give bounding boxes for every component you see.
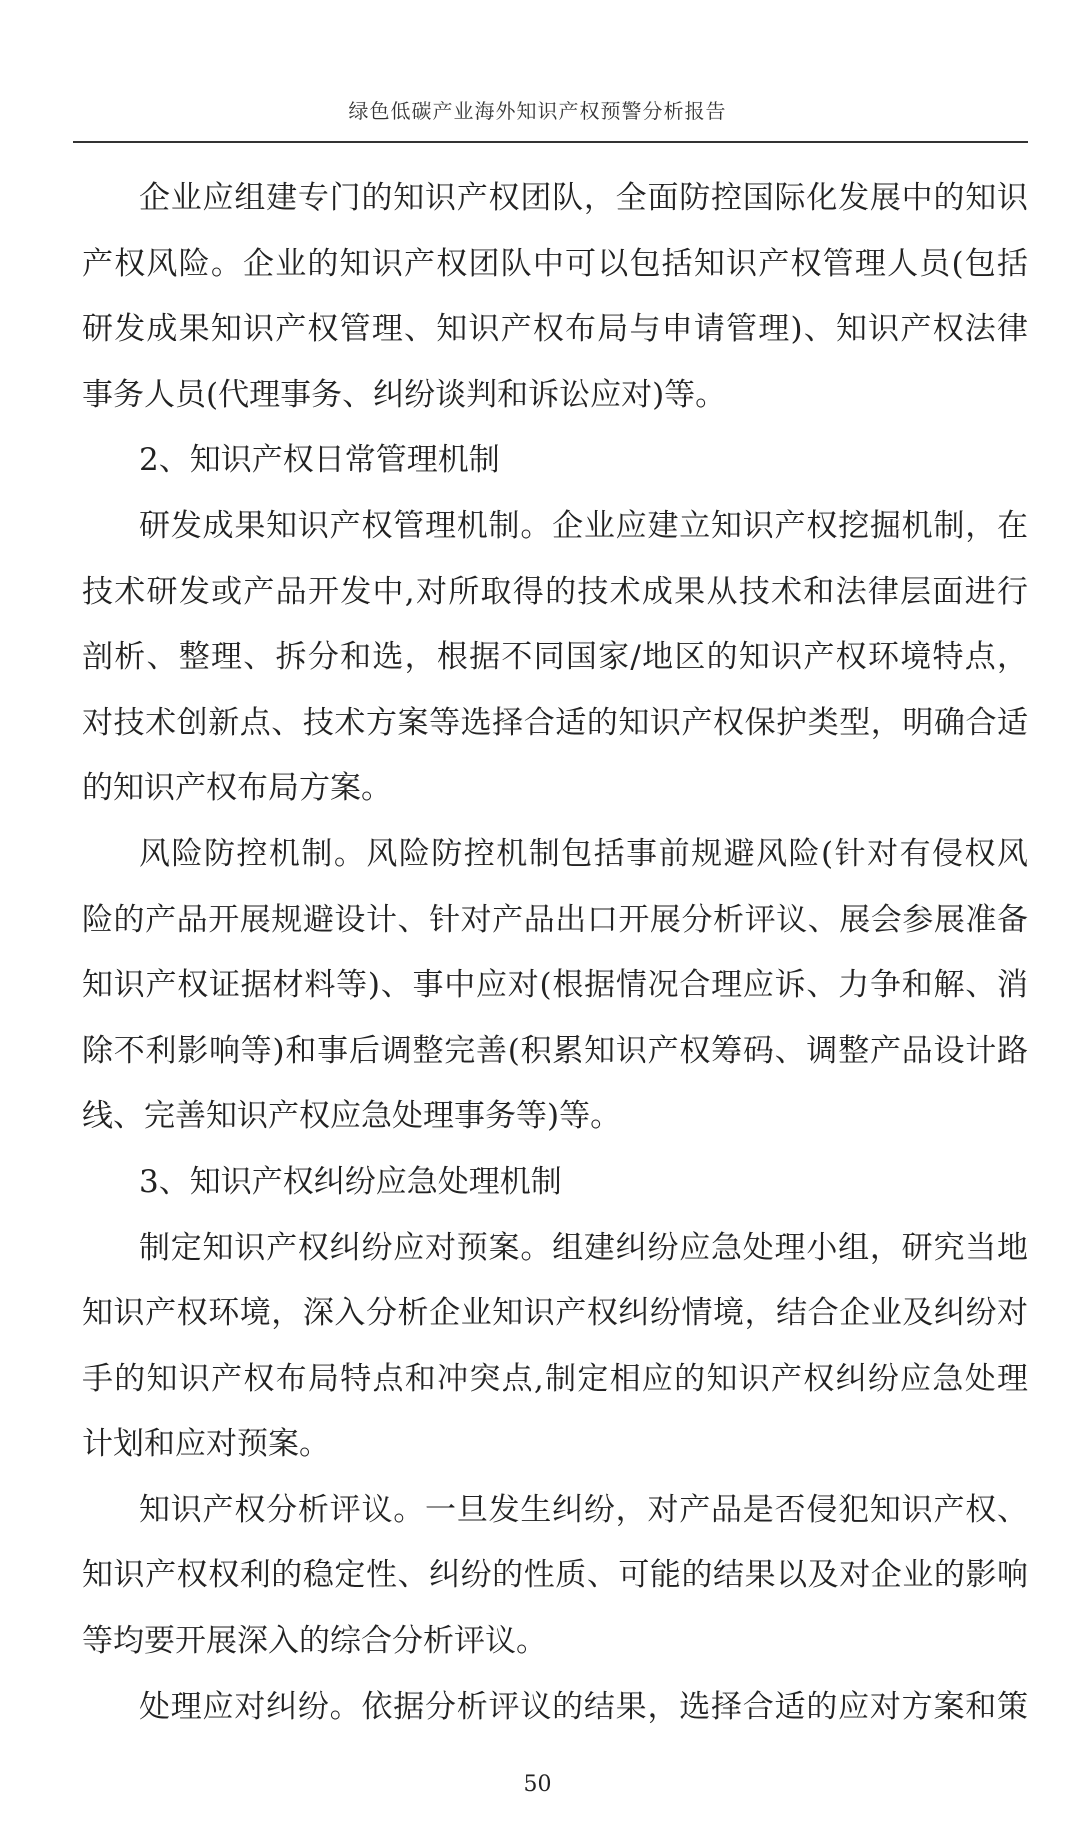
paragraph-line: 知识产权分析评议。一旦发生纠纷，对产品是否侵犯知识产权、 <box>139 1491 1028 1528</box>
section-heading: 2、知识产权日常管理机制 <box>139 442 500 479</box>
paragraph-line: 制定知识产权纠纷应对预案。组建纠纷应急处理小组，研究当地 <box>139 1229 1028 1266</box>
section-heading: 3、知识产权纠纷应急处理机制 <box>139 1163 562 1200</box>
running-header-title: 绿色低碳产业海外知识产权预警分析报告 <box>348 99 727 123</box>
paragraph-dispute-handling <box>82 1675 1028 1741</box>
paragraph-line: 手的知识产权布局特点和冲突点,制定相应的知识产权纠纷应急处理 <box>82 1360 1028 1397</box>
body-text <box>82 166 1028 1740</box>
paragraph-line: 知识产权证据材料等)、事中应对(根据情况合理应诉、力争和解、消 <box>82 967 1028 1004</box>
paragraph-line: 知识产权环境，深入分析企业知识产权纠纷情境，结合企业及纠纷对 <box>82 1295 1028 1332</box>
paragraph-line: 风险防控机制。风险防控机制包括事前规避风险(针对有侵权风 <box>139 835 1028 872</box>
paragraph-rd-management <box>82 494 1028 822</box>
paragraph-line: 计划和应对预案。 <box>82 1426 330 1463</box>
paragraph-dispute-plan <box>82 1216 1028 1478</box>
paragraph-line: 处理应对纠纷。依据分析评议的结果，选择合适的应对方案和策 <box>139 1688 1028 1725</box>
page-number: 50 <box>523 1772 552 1797</box>
paragraph-line: 技术研发或产品开发中,对所取得的技术成果从技术和法律层面进行 <box>82 573 1028 610</box>
paragraph-line: 研发成果知识产权管理、知识产权布局与申请管理)、知识产权法律 <box>82 311 1028 348</box>
paragraph-line: 的知识产权布局方案。 <box>82 770 392 807</box>
paragraph-line: 企业应组建专门的知识产权团队，全面防控国际化发展中的知识 <box>139 180 1028 216</box>
section-heading-2 <box>82 428 1028 494</box>
paragraph-line: 等均要开展深入的综合分析评议。 <box>82 1623 547 1660</box>
paragraph-line: 线、完善知识产权应急处理事务等)等。 <box>82 1098 622 1135</box>
paragraph-line: 研发成果知识产权管理机制。企业应建立知识产权挖掘机制，在 <box>139 507 1028 544</box>
paragraph-ip-team <box>82 166 1028 428</box>
section-heading-3 <box>82 1150 1028 1216</box>
paragraph-line: 险的产品开展规避设计、针对产品出口开展分析评议、展会参展准备 <box>82 901 1028 938</box>
paragraph-risk-control <box>82 822 1028 1150</box>
paragraph-line: 产权风险。企业的知识产权团队中可以包括知识产权管理人员(包括 <box>82 245 1028 282</box>
paragraph-line: 知识产权权利的稳定性、纠纷的性质、可能的结果以及对企业的影响 <box>82 1557 1028 1594</box>
paragraph-line: 除不利影响等)和事后调整完善(积累知识产权筹码、调整产品设计路 <box>82 1032 1028 1069</box>
paragraph-line: 剖析、整理、拆分和选，根据不同国家/地区的知识产权环境特点， <box>82 639 1028 676</box>
paragraph-line: 对技术创新点、技术方案等选择合适的知识产权保护类型，明确合适 <box>82 704 1028 741</box>
paragraph-line: 事务人员(代理事务、纠纷谈判和诉讼应对)等。 <box>82 376 727 413</box>
paragraph-ip-analysis <box>82 1478 1028 1675</box>
header-divider <box>73 141 1028 143</box>
